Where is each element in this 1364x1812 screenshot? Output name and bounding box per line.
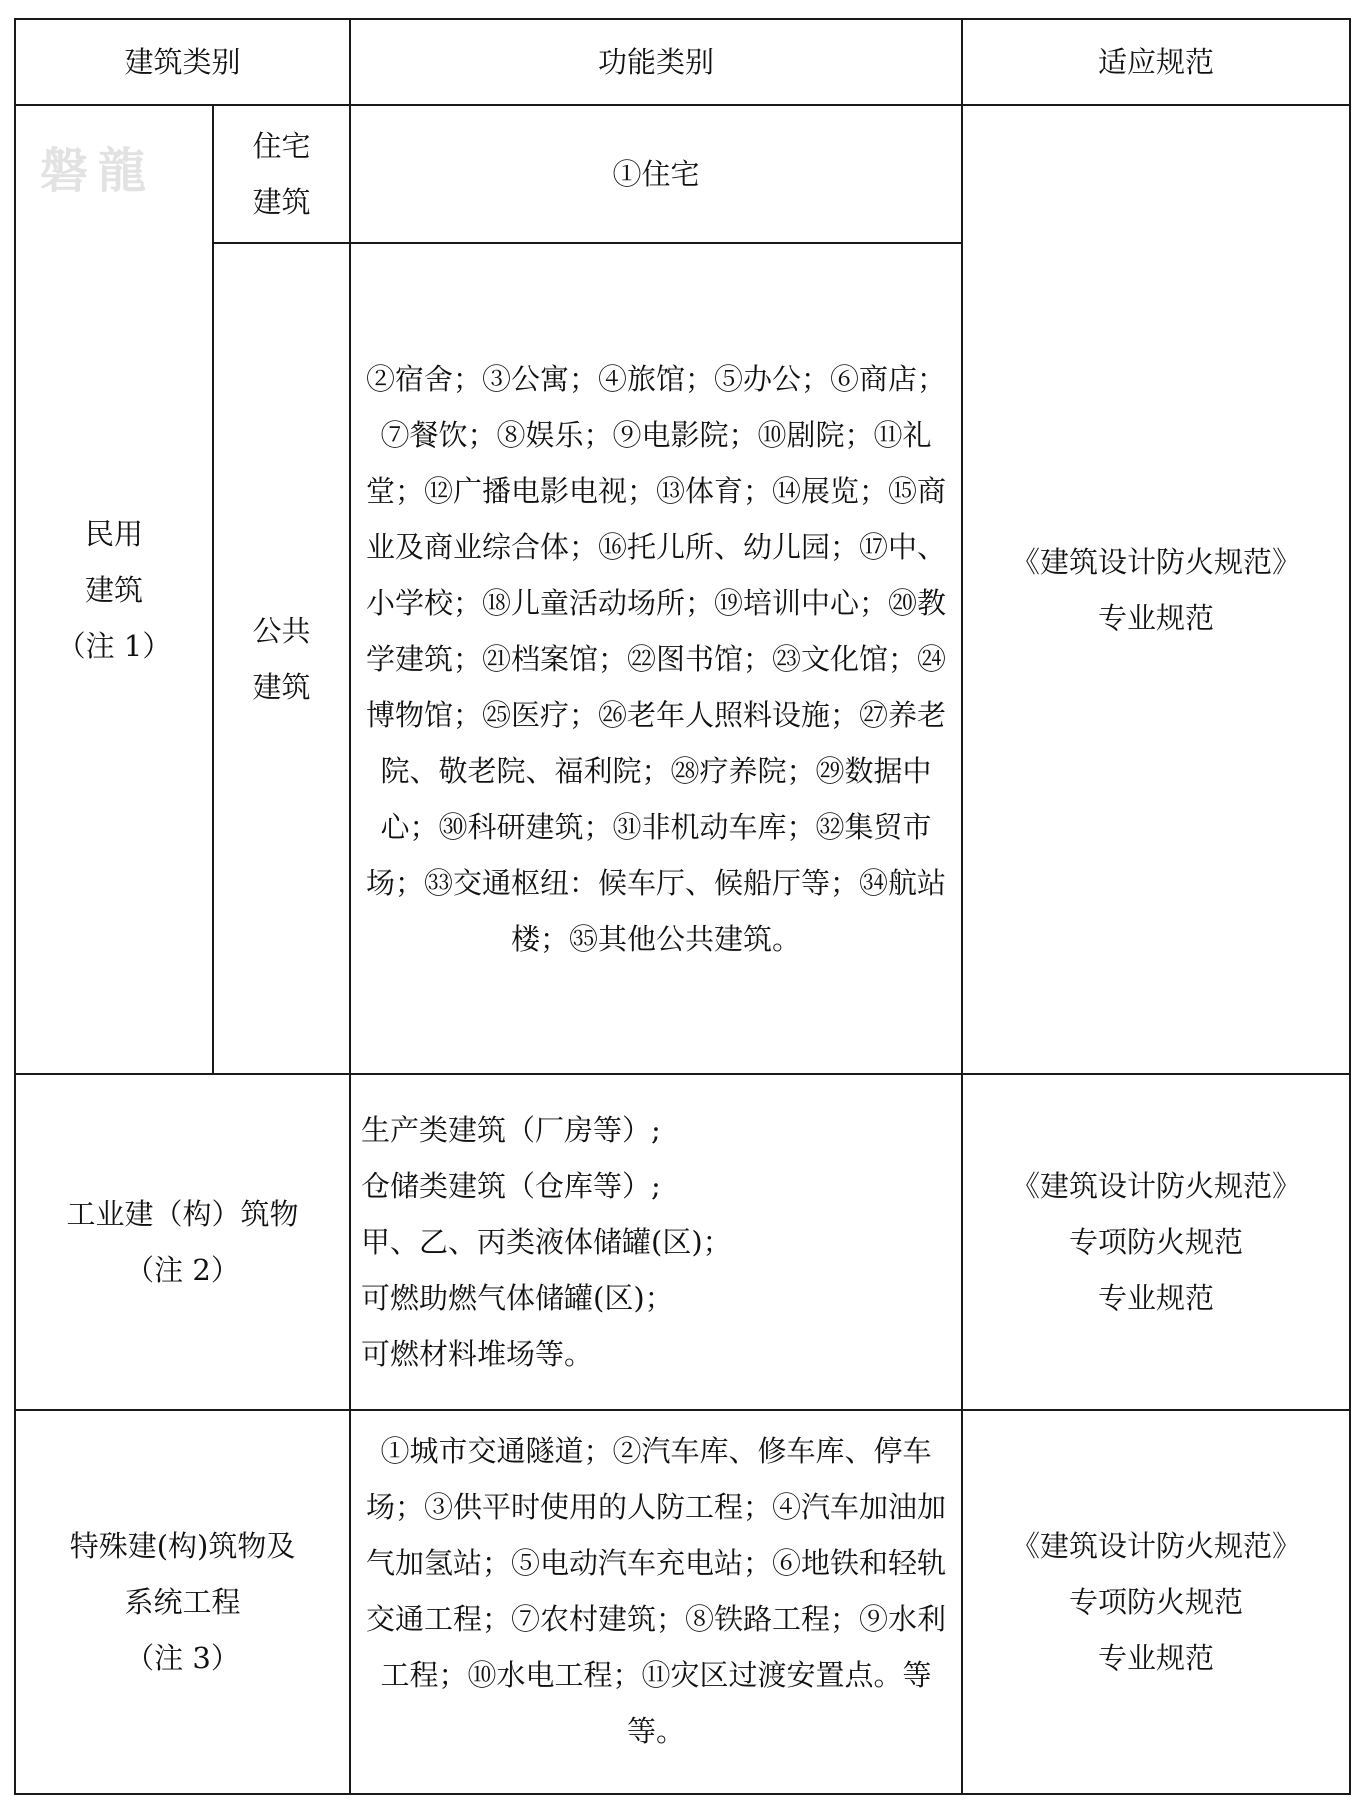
- public-functions-cell: ②宿舍；③公寓；④旅馆；⑤办公；⑥商店；⑦餐饮；⑧娱乐；⑨电影院；⑩剧院；⑪礼堂；⑫广播电影电视；⑬体育；⑭展览；⑮商业及商业综合体；⑯托儿所、幼儿园；⑰中、小学校；⑱儿童活动场所；⑲培训中心；⑳教学建筑；㉑档案馆；㉒图书馆；㉓文化馆；㉔博物馆；㉕医疗；㉖老年人照料设施；㉗养老院、敬老院、福利院；㉘疗养院；㉙数据中心；㉚科研建筑；㉛非机动车库；㉜集贸市场；㉝交通枢纽：候车厅、候船厅等；㉞航站楼；㉟其他公共建筑。: [350, 243, 962, 1074]
- civil-category-cell: [15, 105, 213, 1074]
- special-category-line-1: 特殊建(构)筑物及: [69, 1529, 296, 1563]
- special-category-line-3: （注 3）: [125, 1641, 240, 1675]
- special-category-line-2: 系统工程: [124, 1585, 241, 1619]
- industrial-function-item: 仓储类建筑（仓库等）;: [361, 1169, 661, 1203]
- special-code-cell: [962, 1410, 1350, 1794]
- industrial-code-line-3: 专业规范: [1098, 1281, 1215, 1315]
- residential-row: [15, 105, 1350, 243]
- special-category-cell: [15, 1410, 350, 1794]
- special-functions-cell: ①城市交通隧道；②汽车库、修车库、停车场；③供平时使用的人防工程；④汽车加油加气加氢站；⑤电动汽车充电站；⑥地铁和轻轨交通工程；⑦农村建筑；⑧铁路工程；⑨水利工程；⑩水电工程；⑪灾区过渡安置点。等等。: [350, 1410, 962, 1794]
- industrial-code-line-1: 《建筑设计防火规范》: [1011, 1169, 1302, 1203]
- special-code-line-2: 专项防火规范: [1069, 1585, 1244, 1619]
- industrial-category-cell: [15, 1074, 350, 1410]
- industrial-function-item: 可燃材料堆场等。: [361, 1337, 594, 1371]
- industrial-category-line-2: （注 2）: [125, 1253, 240, 1287]
- building-code-table: [14, 18, 1351, 1795]
- special-code-line-3: 专业规范: [1098, 1641, 1215, 1675]
- civil-category-line-2: 建筑: [84, 572, 143, 607]
- residential-sub-line-1: 住宅: [252, 129, 311, 163]
- header-building-category: 建筑类别: [15, 19, 350, 105]
- header-function-category: 功能类别: [350, 19, 962, 105]
- header-applicable-code: 适应规范: [962, 19, 1350, 105]
- industrial-code-line-2: 专项防火规范: [1069, 1225, 1244, 1259]
- public-subcategory-cell: [213, 243, 350, 1074]
- industrial-row: [15, 1074, 1350, 1410]
- public-sub-line-1: 公共: [252, 613, 311, 648]
- industrial-functions-cell: [350, 1074, 962, 1410]
- residential-functions-cell: ①住宅: [350, 105, 962, 243]
- industrial-code-cell: [962, 1074, 1350, 1410]
- header-row: [15, 19, 1350, 105]
- special-code-line-1: 《建筑设计防火规范》: [1011, 1529, 1302, 1563]
- industrial-function-item: 生产类建筑（厂房等）;: [361, 1113, 661, 1147]
- civil-code-line-2: 专业规范: [1098, 600, 1215, 635]
- industrial-function-item: 甲、乙、丙类液体储罐(区)；: [361, 1225, 732, 1259]
- residential-sub-line-2: 建筑: [252, 185, 311, 219]
- civil-category-line-3: （注 1）: [56, 628, 172, 663]
- residential-subcategory-cell: [213, 105, 350, 243]
- civil-code-cell: [962, 105, 1350, 1074]
- civil-code-line-1: 《建筑设计防火规范》: [1011, 544, 1302, 579]
- industrial-function-item: 可燃助燃气体储罐(区)；: [361, 1281, 674, 1315]
- civil-category-line-1: 民用: [84, 516, 143, 551]
- special-row: [15, 1410, 1350, 1794]
- watermark-logo: 磐龍: [40, 143, 157, 199]
- industrial-category-line-1: 工业建（构）筑物: [66, 1197, 299, 1231]
- public-sub-line-2: 建筑: [252, 669, 311, 704]
